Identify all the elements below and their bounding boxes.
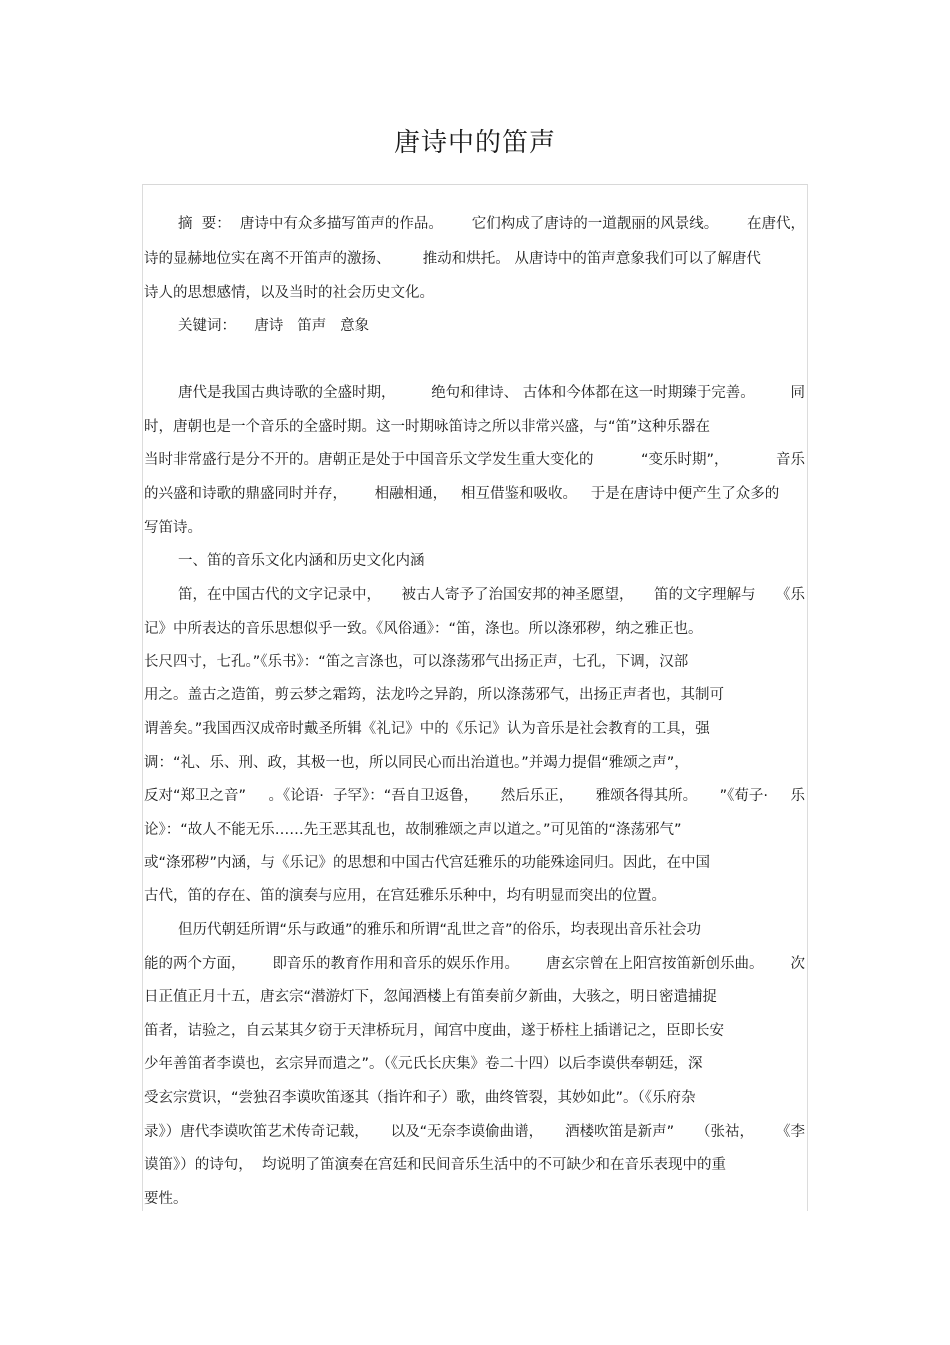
text-segment: 诗人的思想感情，以及当时的社会历史文化。 xyxy=(144,285,434,301)
text-segment: 笛者，诘验之，自云某其夕窃于天津桥玩月，闻宫中度曲，遂于桥柱上插谱记之，臣即长安 xyxy=(144,1023,724,1039)
text-line xyxy=(144,786,805,806)
text-segment: 笛，在中国古代的文字记录中， xyxy=(178,587,381,603)
text-segment: 被古人寄予了治国安邦的神圣愿望， xyxy=(401,587,634,603)
text-segment: 日正值正月十五，唐玄宗“潜游灯下，忽闻酒楼上有笛奏前夕新曲，大骇之，明日密遣捕捉 xyxy=(144,989,718,1005)
text-line xyxy=(144,484,779,504)
text-segment: 摘 要： 唐诗中有众多描写笛声的作品。 xyxy=(178,216,443,232)
text-line xyxy=(144,283,434,303)
text-segment: 雅颂各得其所。 xyxy=(595,788,698,804)
text-segment: 同 xyxy=(790,385,805,401)
text-line xyxy=(144,1088,696,1108)
text-line xyxy=(144,753,689,773)
text-line xyxy=(144,249,761,269)
text-segment: 乐 xyxy=(790,788,805,804)
text-segment: 当时非常盛行是分不开的。唐朝正是处于中国音乐文学发生重大变化的 xyxy=(144,452,594,468)
text-segment: 。《论语· 子罕》：“吾自卫返鲁， xyxy=(268,788,479,804)
text-segment: 论》：“故人不能无乐……先王恶其乱也，故制雅颂之声以道之。”可见笛的“涤荡邪气” xyxy=(144,822,682,838)
text-segment: 然后乐正， xyxy=(500,788,574,804)
text-segment: 酒楼吹笛是新声” xyxy=(565,1124,675,1140)
text-line xyxy=(144,214,805,234)
text-line xyxy=(144,383,805,403)
text-segment: 记》中所表达的音乐思想似乎一致。《风俗通》：“笛，涤也。所以涤邪秽，纳之雅正也。 xyxy=(144,621,703,637)
text-line xyxy=(144,1021,724,1041)
text-segment: 《乐 xyxy=(776,587,805,603)
text-segment: 的兴盛和诗歌的鼎盛同时并存， 相融相通， 相互借鉴和吸收。 于是在唐诗中便产生了众多的 xyxy=(144,486,780,502)
text-line xyxy=(144,820,682,840)
text-segment: 录》）唐代李谟吹笛艺术传奇记载， xyxy=(144,1124,369,1140)
text-segment: 在唐代， xyxy=(747,216,805,232)
text-segment: 少年善笛者李谟也，玄宗异而遣之”。（《元氏长庆集》卷二十四）以后李谟供奉朝廷，深 xyxy=(144,1056,703,1072)
text-segment: 用之。盖古之造笛，剪云梦之霜筠，法龙吟之异韵，所以涤荡邪气，出扬正声者也，其制可 xyxy=(144,687,724,703)
text-line xyxy=(144,886,666,906)
text-segment: 或“涤邪秽”内涵，与《乐记》的思想和中国古代宫廷雅乐的功能殊途同归。因此，在中国 xyxy=(144,855,711,871)
text-line xyxy=(144,551,425,571)
text-line xyxy=(144,954,805,974)
text-segment: 受玄宗赏识，“尝独召李谟吹笛逐其（指许和子）歌，曲终管裂，其妙如此”。（《乐府杂 xyxy=(144,1090,696,1106)
text-segment: 关键词： 唐诗 笛声 意象 xyxy=(178,318,370,334)
text-line xyxy=(144,853,710,873)
text-line xyxy=(144,719,710,739)
text-line xyxy=(144,518,202,538)
text-line xyxy=(144,1189,188,1209)
text-segment: ”《荀子· xyxy=(719,788,768,804)
text-segment: 古代，笛的存在、笛的演奏与应用，在宫廷雅乐乐种中，均有明显而突出的位置。 xyxy=(144,888,666,904)
text-segment: 一、笛的音乐文化内涵和历史文化内涵 xyxy=(178,553,425,569)
text-segment: 时，唐朝也是一个音乐的全盛时期。这一时期咏笛诗之所以非常兴盛，与“笛”这种乐器在 xyxy=(144,419,711,435)
text-segment: 调：“礼、乐、刑、政，其极一也，所以同民心而出治道也。”并竭力提倡“雅颂之声”， xyxy=(144,755,689,771)
text-segment: 以及“无奈李谟偷曲谱， xyxy=(390,1124,544,1140)
text-segment: 要性。 xyxy=(144,1191,188,1207)
text-segment: 次 xyxy=(790,956,805,972)
text-line xyxy=(144,685,724,705)
text-segment: 写笛诗。 xyxy=(144,520,202,536)
text-line xyxy=(144,417,710,437)
text-segment: 唐代是我国古典诗歌的全盛时期， xyxy=(178,385,396,401)
text-line xyxy=(144,1122,805,1142)
document-title: 唐诗中的笛声 xyxy=(393,128,556,158)
text-segment: 但历代朝廷所谓“乐与政通”的雅乐和所谓“乱世之音”的俗乐，均表现出音乐社会功 xyxy=(178,922,702,938)
text-line xyxy=(144,585,805,605)
text-segment: 诗的显赫地位实在离不开笛声的激扬、 推动和烘托。 从唐诗中的笛声意象我们可以了解唐代 xyxy=(144,251,761,267)
text-segment: 谓善矣。”我国西汉成帝时戴圣所辑《礼记》中的《乐记》认为音乐是社会教育的工具，强 xyxy=(144,721,710,737)
text-segment: 它们构成了唐诗的一道靓丽的风景线。 xyxy=(471,216,719,232)
text-line xyxy=(144,652,688,672)
text-segment: 谟笛》）的诗句， 均说明了笛演奏在宫廷和民间音乐生活中的不可缺少和在音乐表现中的重 xyxy=(144,1157,726,1173)
text-line xyxy=(144,450,805,470)
text-segment: 长尺四寸，七孔。”《乐书》：“笛之言涤也，可以涤荡邪气出扬正声，七孔，下调，汉部 xyxy=(144,654,689,670)
text-line xyxy=(144,1155,726,1175)
text-segment: “变乐时期”， xyxy=(640,452,729,468)
text-segment: 唐玄宗曾在上阳宫按笛新创乐曲。 xyxy=(546,956,764,972)
text-segment: 绝句和律诗、 古体和今体都在这一时期臻于完善。 xyxy=(431,385,755,401)
text-segment: 音乐 xyxy=(776,452,805,468)
text-segment: （张祜， xyxy=(696,1124,755,1140)
text-line xyxy=(144,1054,703,1074)
text-line xyxy=(144,987,717,1007)
text-line xyxy=(144,920,701,940)
text-line xyxy=(144,619,703,639)
text-segment: 即音乐的教育作用和音乐的娱乐作用。 xyxy=(272,956,519,972)
text-segment: 能的两个方面， xyxy=(144,956,246,972)
text-segment: 《李 xyxy=(775,1124,805,1140)
text-segment: 反对“郑卫之音” xyxy=(144,788,247,804)
text-segment: 笛的文字理解与 xyxy=(654,587,756,603)
text-line xyxy=(144,316,369,336)
